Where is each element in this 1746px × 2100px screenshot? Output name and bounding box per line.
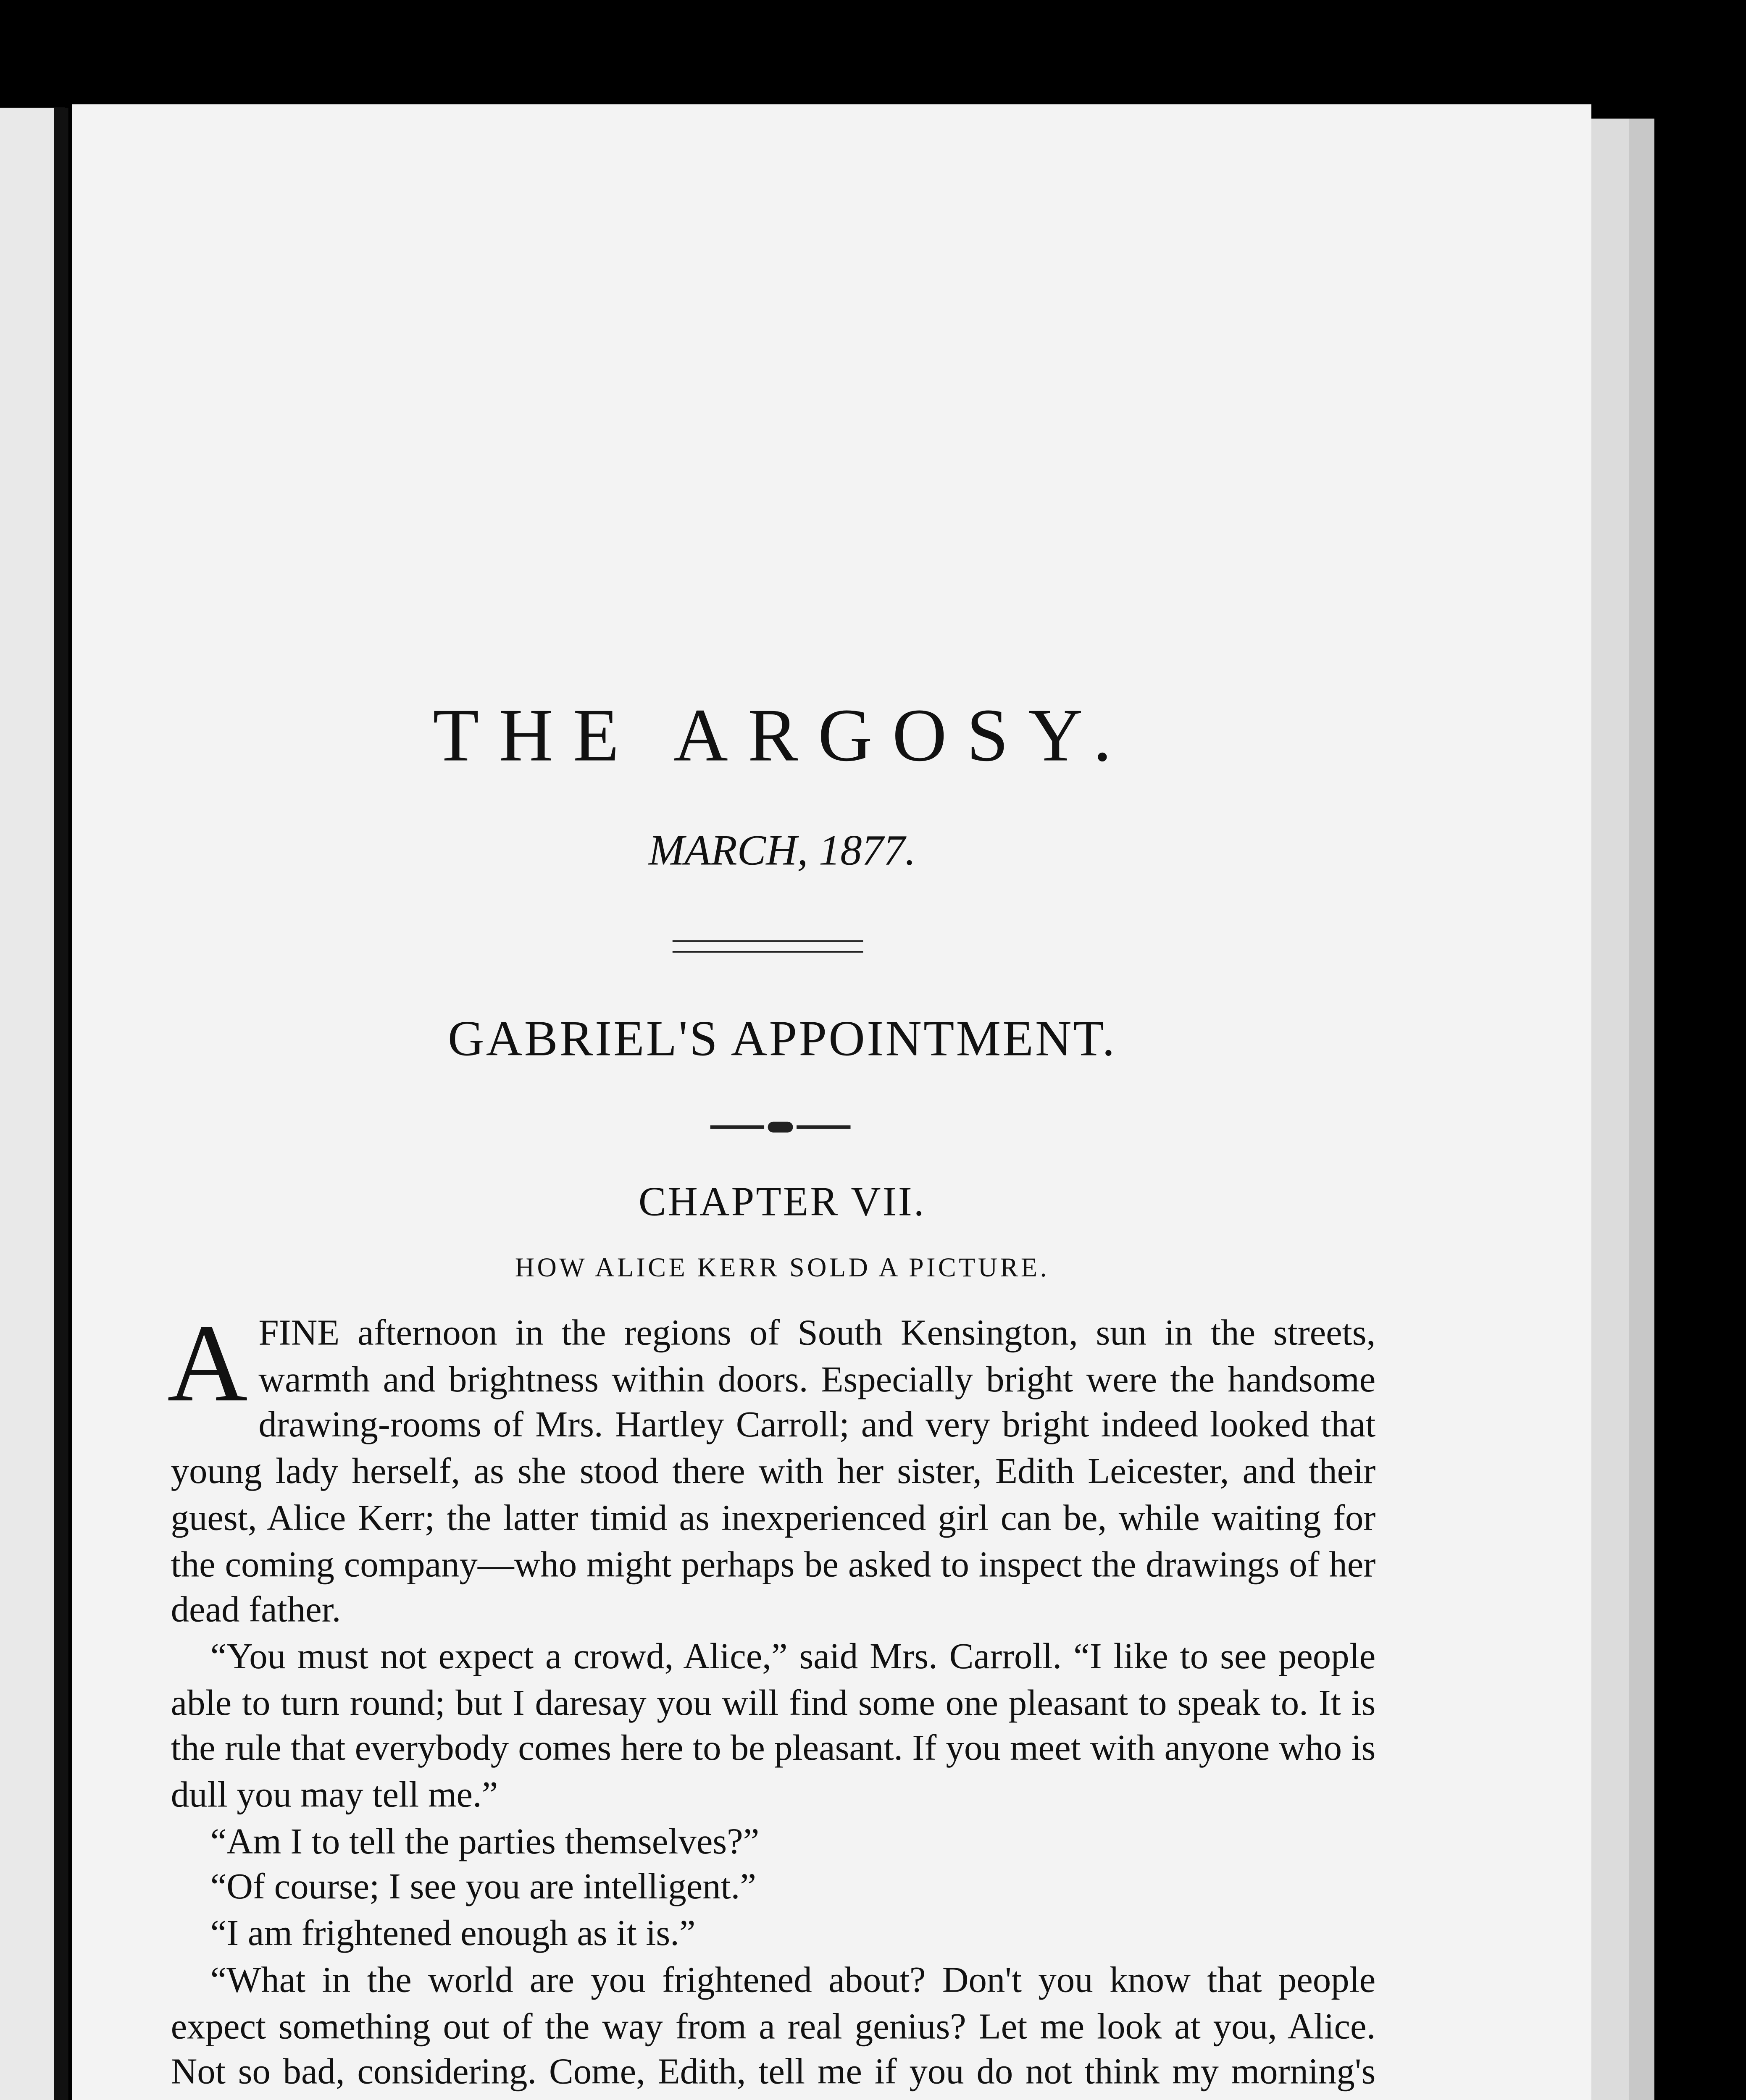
paragraph: A FINE afternoon in the regions of South Kensington, sun in the streets, warmth and brightness within doors. Especially bright were the handsome drawing-rooms of Mrs. Hartley Carroll; and very bright indeed looked that young lady herself, as she stood there with her sister, Edith Leicester, and their guest, Alice Kerr; the latter timid as inexperienced girl can be, while waiting for the coming company—who might perhaps be asked to inspect the drawings of her dead father. — [167, 1303, 1376, 1631]
book-spine — [54, 108, 68, 2100]
double-rule-divider — [673, 940, 863, 953]
paragraph: “Am I to tell the parties themselves?” — [210, 1822, 760, 1862]
story-title: GABRIEL'S APPOINTMENT. — [447, 1012, 1117, 1068]
story-body — [167, 1303, 1376, 2100]
ornament-divider — [710, 1122, 851, 1133]
magazine-page — [72, 104, 1591, 2100]
back-page-shadow — [1629, 118, 1654, 2100]
paragraph: “Of course; I see you are intelligent.” — [210, 1868, 756, 1908]
drop-cap: A — [167, 1303, 248, 1426]
issue-date: MARCH, 1877. — [648, 829, 916, 876]
magazine-title: THE ARGOSY. — [433, 696, 1132, 779]
paragraph: “You must not expect a crowd, Alice,” said Mrs. Carroll. “I like to see people able to turn round; but I daresay you will find some one pleasant to speak to. It is the rule that everybody comes here to be pleasant. If you meet with anyone who is dull you may tell me.” — [171, 1637, 1376, 1816]
chapter-heading: CHAPTER VII. — [638, 1179, 926, 1224]
chapter-title: HOW ALICE KERR SOLD A PICTURE. — [515, 1255, 1049, 1284]
paragraph: “I am frightened enough as it is.” — [210, 1914, 696, 1955]
paragraph: “What in the world are you frightened about? Don't you know that people expect something out of the way from a real genius? Let me look at you, Alice. Not so bad, considering. Come, Edith, tell me if you do not think my morning's — [171, 1961, 1376, 2093]
